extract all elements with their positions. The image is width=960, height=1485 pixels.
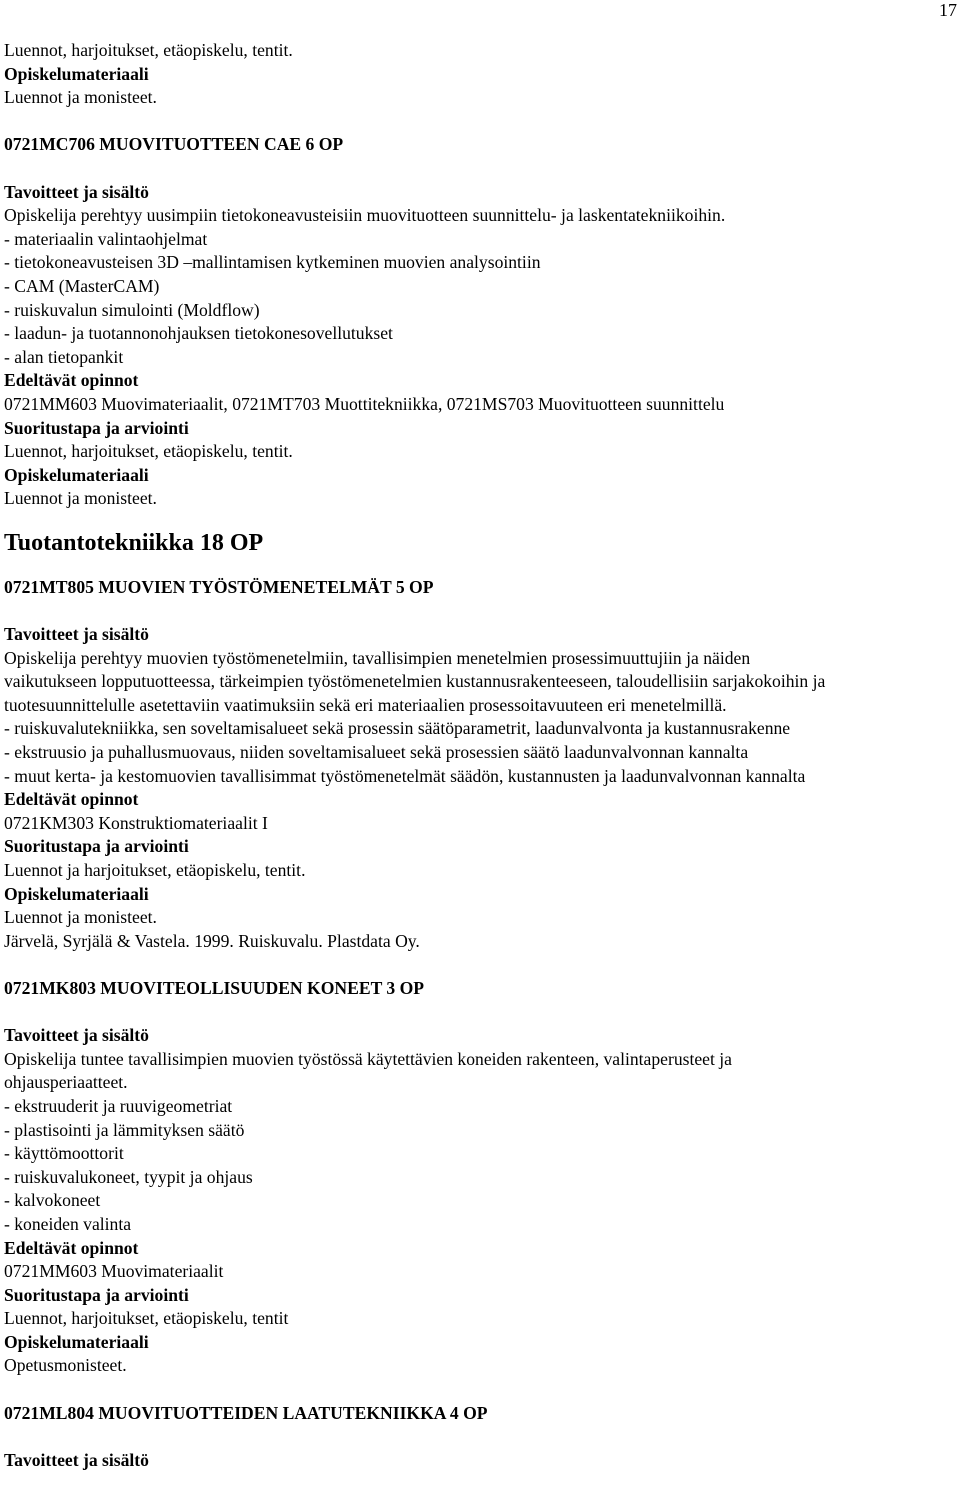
document-body [4,39,956,1472]
koneet-list-item: - ekstruuderit ja ruuvigeometriat [4,1095,233,1116]
cae-list-item: - CAM (MasterCAM) [4,275,160,296]
cae-materials-text: Luennot ja monisteet. [4,488,157,509]
cae-method-heading: Suoritustapa ja arviointi [4,417,189,438]
koneet-goals-line: ohjausperiaatteet. [4,1072,128,1093]
course-title-cae: 0721MC706 MUOVITUOTTEEN CAE 6 OP [4,134,344,155]
tyosto-list-item: - ruiskuvalutekniikka, sen soveltamisalueet sekä prosessin säätöparametrit, laadunvalvonta ja kustannusrakenne [4,718,791,739]
page-number: 17 [939,0,957,20]
koneet-goals-line: Opiskelija tuntee tavallisimpien muovien työstössä käytettävien koneiden rakenteen, valintaperusteet ja [4,1048,732,1069]
cae-goals-heading: Tavoitteet ja sisältö [4,181,149,202]
tyosto-list-item: - ekstruusio ja puhallusmuovaus, niiden soveltamisalueet sekä prosessien säätö laadunvalvonnan kannalta [4,742,749,763]
tyosto-materials-line: Luennot ja monisteet. [4,907,157,928]
koneet-goals-heading: Tavoitteet ja sisältö [4,1025,149,1046]
koneet-materials-text: Opetusmonisteet. [4,1355,127,1376]
koneet-list-item: - plastisointi ja lämmityksen säätö [4,1119,245,1140]
koneet-prereq-text: 0721MM603 Muovimateriaalit [4,1261,224,1282]
cae-prereq-heading: Edeltävät opinnot [4,370,139,391]
koneet-method-heading: Suoritustapa ja arviointi [4,1284,189,1305]
koneet-method-text: Luennot, harjoitukset, etäopiskelu, tentit [4,1308,289,1329]
cae-materials-heading: Opiskelumateriaali [4,464,149,485]
intro-method-text: Luennot, harjoitukset, etäopiskelu, tentit. [4,40,293,60]
cae-prereq-text: 0721MM603 Muovimateriaalit, 0721MT703 Muottitekniikka, 0721MS703 Muovituotteen suunnittelu [4,393,725,414]
tyosto-prereq-heading: Edeltävät opinnot [4,789,139,810]
koneet-prereq-heading: Edeltävät opinnot [4,1237,139,1258]
tyosto-goals-heading: Tavoitteet ja sisältö [4,624,149,645]
tyosto-materials-heading: Opiskelumateriaali [4,883,149,904]
koneet-materials-heading: Opiskelumateriaali [4,1331,149,1352]
tyosto-materials-line: Järvelä, Syrjälä & Vastela. 1999. Ruiskuvalu. Plastdata Oy. [4,930,420,951]
koneet-list-item: - ruiskuvalukoneet, tyypit ja ohjaus [4,1166,253,1187]
tyosto-prereq-text: 0721KM303 Konstruktiomateriaalit I [4,812,268,833]
tyosto-list-item: - muut kerta- ja kestomuovien tavallisimmat työstömenetelmät säädön, kustannusten ja laadunvalvonnan kannalta [4,765,806,786]
koneet-list-item: - koneiden valinta [4,1213,132,1234]
intro-materials-text: Luennot ja monisteet. [4,87,157,108]
koneet-list-item: - käyttömoottorit [4,1143,124,1164]
tyosto-method-text: Luennot ja harjoitukset, etäopiskelu, tentit. [4,860,306,880]
section-title: Tuotantotekniikka 18 OP [4,529,264,556]
course-title-laatutekniikka: 0721ML804 MUOVITUOTTEIDEN LAATUTEKNIIKKA 4 OP [4,1402,488,1423]
tyosto-goals-line: Opiskelija perehtyy muovien työstömenetelmiin, tavallisimpien menetelmien prosessimuuttujiin ja näiden [4,647,751,668]
tyosto-goals-line: vaikutukseen lopputuotteessa, tärkeimpien työstömenetelmien kustannusrakenteeseen, taloudellisiin sarjakokoihin ja [4,671,826,692]
course-title-tyostomenetelmat: 0721MT805 MUOVIEN TYÖSTÖMENETELMÄT 5 OP [4,576,434,597]
koneet-list-item: - kalvokoneet [4,1190,101,1211]
cae-list-item: - materiaalin valintaohjelmat [4,228,208,249]
cae-list-item: - laadun- ja tuotannonohjauksen tietokonesovellutukset [4,323,393,344]
course-title-koneet: 0721MK803 MUOVITEOLLISUUDEN KONEET 3 OP [4,977,425,998]
cae-list-item: - ruiskuvalun simulointi (Moldflow) [4,299,260,320]
cae-method-text: Luennot, harjoitukset, etäopiskelu, tentit. [4,441,293,462]
intro-materials-heading: Opiskelumateriaali [4,63,149,84]
cae-goals-text: Opiskelija perehtyy uusimpiin tietokoneavusteisiin muovituotteen suunnittelu- ja laskentatekniikoihin. [4,205,726,226]
tyosto-method-heading: Suoritustapa ja arviointi [4,836,189,857]
cae-list-item: - tietokoneavusteisen 3D –mallintamisen kytkeminen muovien analysointiin [4,252,541,273]
laatu-goals-heading: Tavoitteet ja sisältö [4,1449,149,1470]
cae-list-item: - alan tietopankit [4,346,124,367]
tyosto-goals-line: tuotesuunnittelulle asetettaviin vaatimuksiin sekä eri materiaalien prosessoitavuuteen eri menetelmillä. [4,694,727,715]
